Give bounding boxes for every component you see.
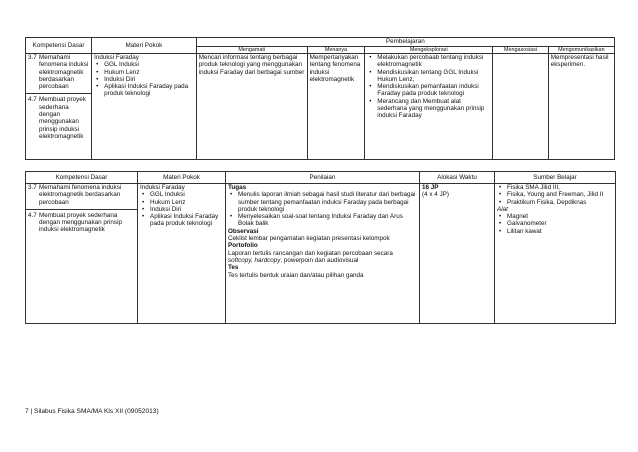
mengeksplorasi-list [367,54,490,120]
header-pembelajaran: Pembelajaran [196,38,614,47]
kd-text: Membuat proyek sederhana dengan menggunakan prinsip induksi elektromagnetik [39,96,86,140]
materi-title: Induksi Faraday [140,184,185,191]
portofolio-title: Portofolio [228,242,258,250]
list-item: • Induksi Diri [140,206,223,213]
kd-item [28,54,89,90]
header-materi: Materi Pokok [92,38,197,54]
kd-number: 4.7 [28,96,37,104]
alokasi-main: 16 JP [422,184,439,191]
tes-title: Tes [228,264,239,272]
pembelajaran-table [25,37,615,160]
subheader-mengamati: Mengamati [196,47,307,54]
cell-mengamati: Mencari informasi tentang berbagai produk teknologi yang menggunakan induksi Faraday dari berbagai sumber [196,54,307,160]
list-item: • Praktikum Fisika, Depdiknas [497,199,613,206]
header-alokasi: Alokasi Waktu [420,172,495,184]
cell-kompetensi [26,184,138,324]
list-item: • Melakukan percobaab tentang induksi elektromagnetik [367,54,490,69]
kd-text: Memahami fenomena induksi elektromagnetik berdasarkan percobaan [39,54,89,91]
cell-kompetensi [26,54,92,160]
observasi-text: Ceklist lembar pengamatan kegiatan presentasi kelompok [228,235,390,243]
cell-materi [138,184,226,324]
materi-list [140,191,223,227]
portofolio-text-italic: softcopy, hardcopy [228,256,281,264]
kd-item [28,184,135,206]
list-item: • Hukum Lenz [94,69,194,76]
subheader-mengasosiasi: Mengasosiasi [493,47,548,54]
portofolio-text-tail: , powerpoin dan audiovisual [280,256,359,264]
kd-number: 3.7 [28,184,37,191]
cell-mengomunikasikan: Mempresentasi hasil eksperimen. [548,54,614,160]
portofolio-text [228,250,417,265]
cell-sumber [495,184,616,324]
alat-list [497,213,613,235]
cell-mengeksplorasi [365,54,493,160]
subheader-mengeksplorasi: Mengeksplorasi [365,47,493,54]
kd-item [26,209,137,234]
list-item: • Induksi Diri [94,76,194,83]
cell-mengasosiasi [493,54,548,160]
alat-title: Alat [497,205,508,213]
materi-title: Induksi Faraday [94,54,139,61]
portofolio-text-main: Laporan tertulis rancangan dan kegiatan percobaan secara [228,249,393,257]
penilaian-table [25,171,616,324]
cell-menanya: Mempertanyakan tentang fenomena induksi elektromagnetik [307,54,365,160]
list-item: • Fisika SMA Jilid III, [497,184,613,191]
list-item: • Menyelesaikan soal-soal tentang Induksi Faraday dan Arus Bolak balik [228,213,417,228]
materi-list [94,61,194,97]
kd-text: Memahami fenomena induksi elektromagnetik berdasarkan percobaan [39,184,122,206]
list-item: • Fisika, Young and Freeman, Jilid II [497,191,613,198]
list-item: • Mendiskusikan tentang GGL Induksi Hukum Lenz, [367,69,490,84]
cell-materi [92,54,197,160]
list-item: • Menulis laporan ilmiah sebagai hasil studi literatur dari berbagai sumber tentang pemanfaatan induksi Faraday pada berbagai produk teknologi [228,191,417,213]
observasi-title: Observasi [228,227,259,235]
tugas-title: Tugas [228,184,247,191]
subheader-menanya: Menanya [307,47,365,54]
header-materi: Materi Pokok [138,172,226,184]
list-item: • GGL Induksi [94,61,194,68]
kd-number: 3.7 [28,54,37,61]
kd-number: 4.7 [28,211,37,219]
sumber-list [497,184,613,206]
page-footer: 7 | Silabus Fisika SMA/MA Kls XII (09052013) [25,408,159,415]
header-penilaian: Penilaian [226,172,420,184]
header-kompetensi: Kompetensi Dasar [26,38,92,54]
subheader-mengomunikasikan: Mengomunikasikan [548,47,614,54]
list-item: • Aplikasi Induksi Faraday pada produk teknologi [140,213,223,228]
list-item: • Mendiskusikan pemanfaatan induksi Faraday pada produk teknologi [367,83,490,98]
header-kompetensi: Kompetensi Dasar [26,172,138,184]
list-item: • Merancang dan Membuat alat sederhana yang menggunakan prinsip induksi Faraday [367,98,490,120]
list-item: • GGL Induksi [140,191,223,198]
cell-alokasi [420,184,495,324]
tes-text: Tes tertulis bentuk uraian dan/atau pilihan ganda [228,271,364,279]
tugas-list [228,191,417,227]
list-item: • Galvanometer [497,220,613,227]
header-sumber: Sumber Belajar [495,172,616,184]
kd-text: Membuat proyek sederhana dengan menggunakan prinsip induksi elektromagnetik [39,211,122,234]
alokasi-detail: (4 x 4 JP) [422,191,449,199]
list-item: • Aplikasi Induksi Faraday pada produk teknologi [94,83,194,98]
list-item: • Lilitan kawat [497,228,613,235]
kd-item [26,93,91,140]
cell-penilaian [226,184,420,324]
list-item: • Hukum Lenz [140,199,223,206]
list-item: • Magnet [497,213,613,220]
